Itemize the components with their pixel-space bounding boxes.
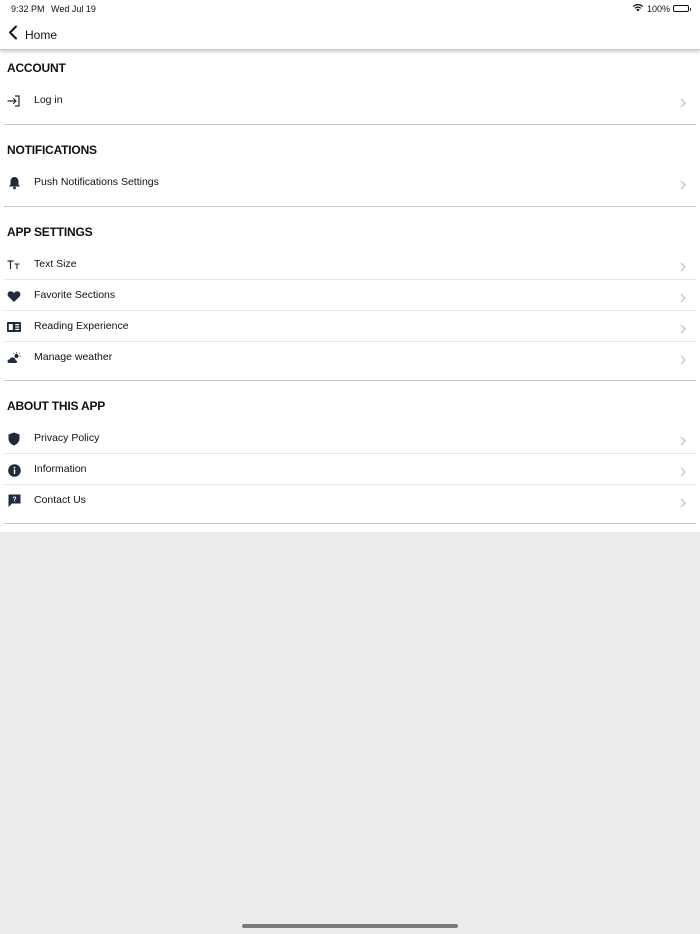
back-button[interactable] bbox=[8, 25, 57, 45]
chevron-right-icon bbox=[680, 290, 686, 308]
text-size-icon bbox=[7, 258, 21, 272]
section-title: NOTIFICATIONS bbox=[7, 143, 97, 157]
row-reading-experience[interactable] bbox=[4, 311, 696, 342]
section-title: ABOUT THIS APP bbox=[7, 399, 106, 413]
row-label: Favorite Sections bbox=[34, 289, 116, 301]
home-indicator[interactable] bbox=[242, 924, 458, 928]
section-divider bbox=[4, 124, 696, 125]
settings-list bbox=[0, 50, 700, 532]
chevron-right-icon bbox=[680, 352, 686, 370]
reader-icon bbox=[7, 320, 21, 334]
row-push-notifications-settings[interactable] bbox=[4, 167, 696, 198]
row-label: Push Notifications Settings bbox=[34, 176, 159, 188]
row-label: Reading Experience bbox=[34, 320, 129, 332]
status-time: 9:32 PM bbox=[11, 4, 45, 14]
row-contact-us[interactable] bbox=[4, 485, 696, 516]
row-label: Text Size bbox=[34, 258, 77, 270]
section-divider bbox=[4, 523, 696, 524]
status-bar bbox=[0, 0, 700, 18]
chevron-right-icon bbox=[680, 259, 686, 277]
row-label: Information bbox=[34, 463, 87, 475]
row-text-size[interactable] bbox=[4, 249, 696, 280]
battery-icon bbox=[673, 5, 689, 12]
section-divider bbox=[4, 206, 696, 207]
chevron-right-icon bbox=[680, 95, 686, 113]
section-divider bbox=[4, 380, 696, 381]
chevron-right-icon bbox=[680, 433, 686, 451]
heart-icon bbox=[7, 289, 21, 303]
chat-question-icon bbox=[7, 494, 21, 508]
weather-icon bbox=[7, 351, 21, 365]
row-privacy-policy[interactable] bbox=[4, 423, 696, 454]
row-information[interactable] bbox=[4, 454, 696, 485]
navigation-bar bbox=[0, 18, 700, 50]
shield-icon bbox=[7, 432, 21, 446]
chevron-right-icon bbox=[680, 495, 686, 513]
row-label: Manage weather bbox=[34, 351, 113, 363]
login-icon bbox=[7, 94, 21, 108]
status-indicators bbox=[632, 3, 689, 14]
wifi-icon bbox=[632, 3, 644, 14]
battery-percent: 100% bbox=[646, 3, 670, 14]
row-favorite-sections[interactable] bbox=[4, 280, 696, 311]
row-log-in[interactable] bbox=[4, 85, 696, 116]
info-icon bbox=[7, 463, 21, 477]
chevron-left-icon bbox=[8, 25, 18, 45]
row-label: Privacy Policy bbox=[34, 432, 100, 444]
row-label: Contact Us bbox=[34, 494, 86, 506]
section-title: APP SETTINGS bbox=[7, 225, 93, 239]
chevron-right-icon bbox=[680, 321, 686, 339]
svg-text:?: ? bbox=[11, 496, 17, 504]
row-manage-weather[interactable] bbox=[4, 342, 696, 373]
chevron-right-icon bbox=[680, 464, 686, 482]
back-label: Home bbox=[25, 28, 58, 42]
section-title: ACCOUNT bbox=[7, 61, 66, 75]
bell-icon bbox=[7, 176, 21, 190]
status-date: Wed Jul 19 bbox=[51, 4, 96, 14]
row-label: Log in bbox=[34, 94, 63, 106]
chevron-right-icon bbox=[680, 177, 686, 195]
